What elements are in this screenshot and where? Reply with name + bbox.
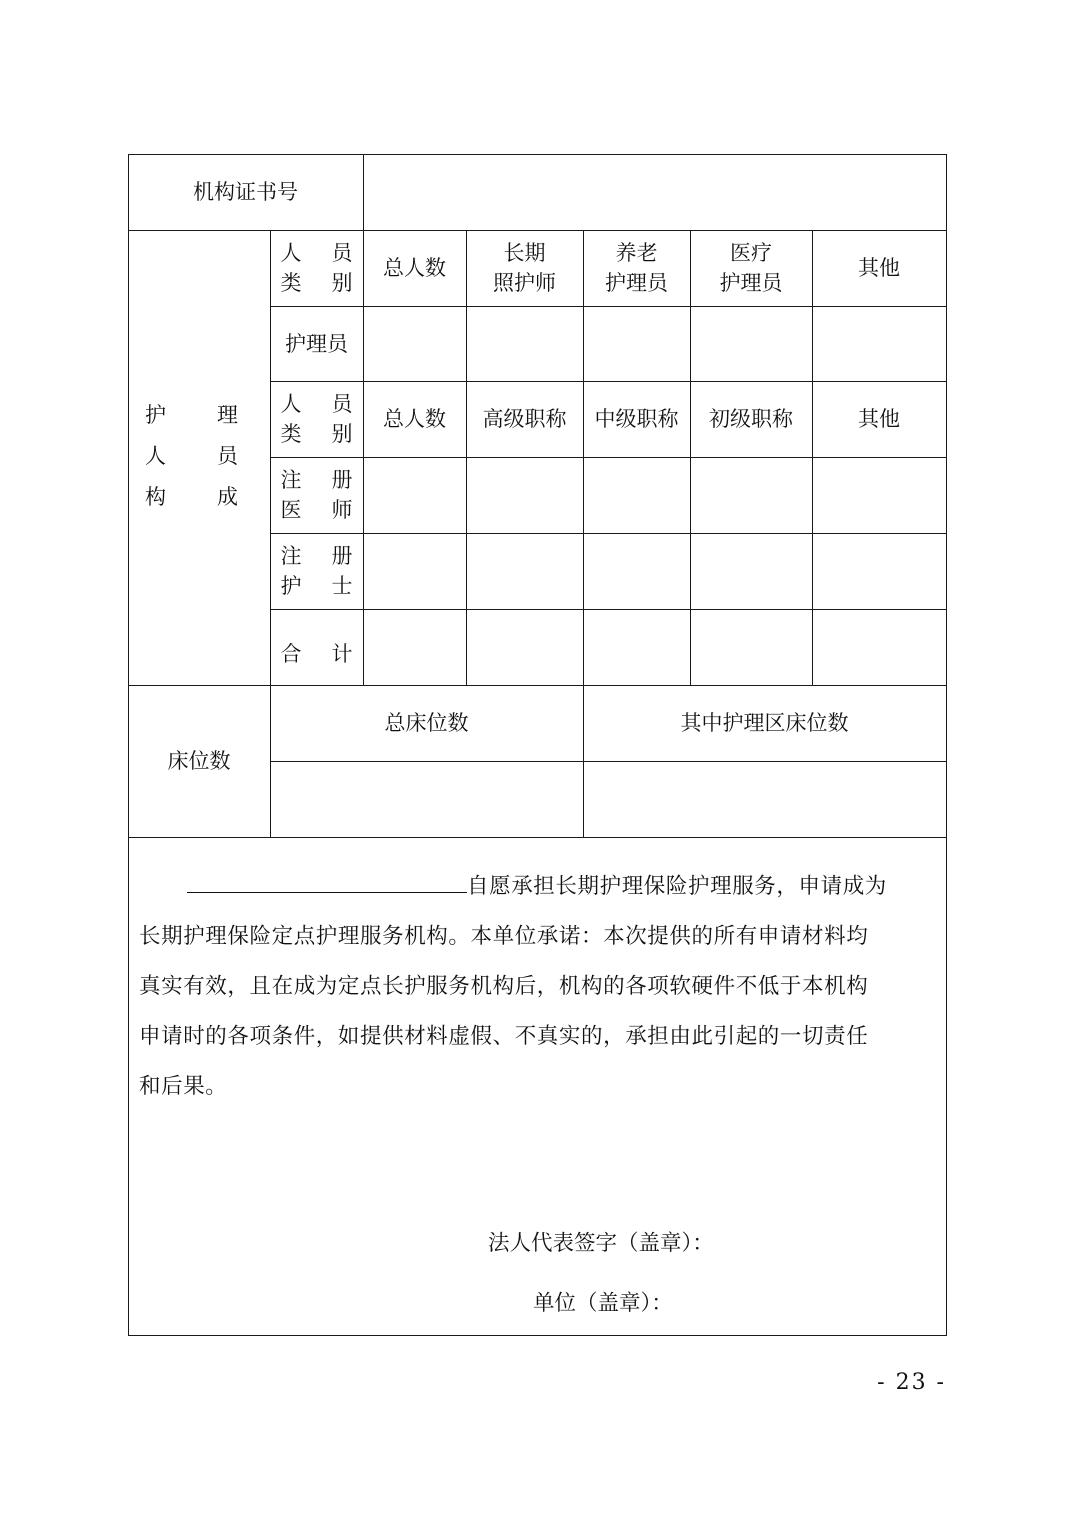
nurse-total-input[interactable] <box>363 533 466 609</box>
header-elderly-care-worker <box>583 230 690 306</box>
header-intermediate-title: 中级职称 <box>594 407 679 431</box>
label-char: 类 <box>280 422 302 446</box>
pledge-line-1 <box>139 862 939 912</box>
label-char: 员 <box>331 392 353 416</box>
label-char: 合 <box>280 642 302 666</box>
section-char: 理 <box>217 403 238 427</box>
label-char: 注 <box>280 468 302 492</box>
doctor-senior-input[interactable] <box>466 457 583 533</box>
caregiver-medical-input[interactable] <box>690 306 812 381</box>
header-line: 护理员 <box>605 271 668 295</box>
doctor-junior-input[interactable] <box>690 457 812 533</box>
caregiver-long-term-input[interactable] <box>466 306 583 381</box>
nurse-senior-input[interactable] <box>466 533 583 609</box>
label-char: 计 <box>331 642 353 666</box>
header-line: 护理员 <box>719 271 783 295</box>
nurse-other-input[interactable] <box>812 533 946 609</box>
staff-composition-label <box>128 230 270 685</box>
row-label-caregiver: 护理员 <box>285 331 348 356</box>
sum-intermediate-input[interactable] <box>583 609 690 685</box>
caregiver-total-input[interactable] <box>363 306 466 381</box>
label-char: 员 <box>331 241 353 265</box>
category-label-1 <box>270 230 363 306</box>
cert-number-label: 机构证书号 <box>193 180 298 204</box>
pledge-line-3: 真实有效，且在成为定点长护服务机构后，机构的各项软硬件不低于本机构 <box>139 974 869 999</box>
row-divider <box>128 837 947 838</box>
sum-total-input[interactable] <box>363 609 466 685</box>
unit-seal-label: 单位（盖章）： <box>533 1291 673 1316</box>
cert-number-field[interactable] <box>363 154 946 230</box>
nurse-junior-input[interactable] <box>690 533 812 609</box>
header-line: 总人数 <box>383 256 446 280</box>
label-char: 别 <box>331 271 353 295</box>
doctor-intermediate-input[interactable] <box>583 457 690 533</box>
pledge-line-5: 和后果。 <box>139 1074 228 1099</box>
label-char: 护 <box>280 574 302 598</box>
label-char: 士 <box>331 574 353 598</box>
doctor-total-input[interactable] <box>363 457 466 533</box>
label-char: 师 <box>331 498 353 522</box>
label-char: 册 <box>331 468 353 492</box>
section-char: 员 <box>217 444 238 468</box>
label-char: 类 <box>280 271 302 295</box>
header-medical-care-worker <box>690 230 812 306</box>
legal-rep-signature-label: 法人代表签字（盖章）： <box>488 1231 714 1256</box>
page-number: - 23 - <box>877 1370 946 1395</box>
label-char: 册 <box>331 544 353 568</box>
caregiver-elderly-input[interactable] <box>583 306 690 381</box>
row-label-registered-nurse <box>270 533 363 609</box>
pledge-line-2: 长期护理保险定点护理服务机构。本单位承诺：本次提供的所有申请材料均 <box>139 924 869 949</box>
nurse-intermediate-input[interactable] <box>583 533 690 609</box>
header-line: 长期 <box>503 241 546 265</box>
label-char: 别 <box>331 422 353 446</box>
header-total-count <box>363 230 466 306</box>
total-beds-header: 总床位数 <box>384 711 469 735</box>
row-label-total <box>270 609 363 685</box>
table-border-bottom <box>128 1335 947 1336</box>
header-other <box>812 230 946 306</box>
org-name-blank[interactable] <box>187 870 467 893</box>
beds-label: 床位数 <box>167 749 231 773</box>
sum-senior-input[interactable] <box>466 609 583 685</box>
label-char: 医 <box>280 498 302 522</box>
row-label-registered-doctor <box>270 457 363 533</box>
total-beds-input[interactable] <box>270 761 583 837</box>
nursing-beds-input[interactable] <box>583 761 946 837</box>
header-line: 医疗 <box>730 241 772 265</box>
section-char: 构 <box>145 485 166 509</box>
header-line: 其他 <box>858 256 900 280</box>
sum-junior-input[interactable] <box>690 609 812 685</box>
section-char: 成 <box>217 485 238 509</box>
label-char: 注 <box>280 544 302 568</box>
category-label-2 <box>270 381 363 457</box>
pledge-text: 自愿承担长期护理保险护理服务，申请成为 <box>467 874 887 899</box>
header-other: 其他 <box>858 407 900 431</box>
caregiver-other-input[interactable] <box>812 306 946 381</box>
section-char: 人 <box>145 444 166 468</box>
pledge-line-4: 申请时的各项条件，如提供材料虚假、不真实的，承担由此引起的一切责任 <box>139 1024 869 1049</box>
header-senior-title: 高级职称 <box>482 407 567 431</box>
header-total-count: 总人数 <box>383 407 446 431</box>
section-char: 护 <box>145 403 166 427</box>
label-char: 人 <box>280 392 302 416</box>
header-line: 养老 <box>615 241 658 265</box>
doctor-other-input[interactable] <box>812 457 946 533</box>
header-long-term-caregiver <box>466 230 583 306</box>
sum-other-input[interactable] <box>812 609 946 685</box>
nursing-beds-header: 其中护理区床位数 <box>680 711 849 735</box>
label-char: 人 <box>280 241 302 265</box>
header-junior-title: 初级职称 <box>709 407 793 431</box>
header-line: 照护师 <box>493 271 556 295</box>
table-border-right <box>946 154 947 1335</box>
